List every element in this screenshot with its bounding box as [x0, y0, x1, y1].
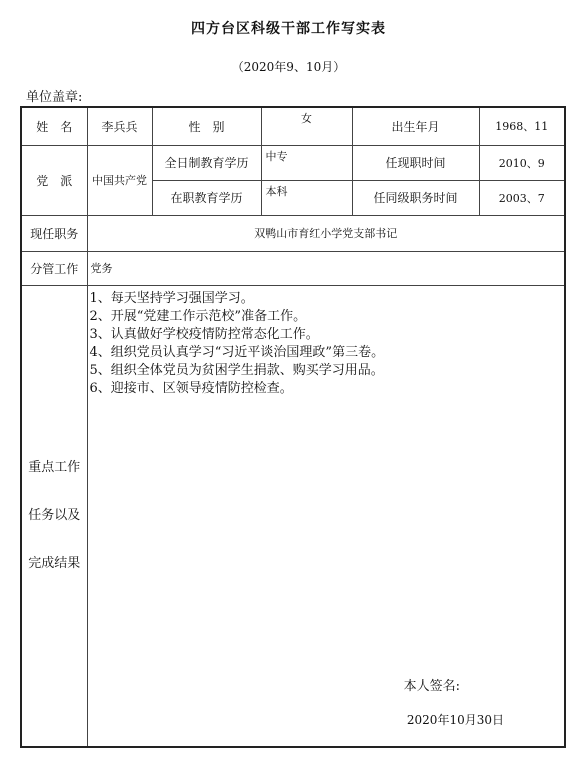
responsibility-label: 分管工作 — [21, 251, 87, 285]
inservice-edu-value: 本科 — [261, 180, 352, 215]
task-item: 1、每天坚持学习强国学习。 — [89, 290, 254, 306]
party-value: 中国共产党 — [87, 145, 152, 215]
birth-label: 出生年月 — [352, 107, 479, 145]
unit-stamp-label: 单位盖章: — [26, 90, 83, 105]
key-tasks-label — [21, 285, 87, 747]
current-position-value: 双鸭山市育红小学党支部书记 — [87, 215, 565, 251]
signature-label: 本人签名: — [403, 679, 460, 694]
party-label: 党 派 — [21, 145, 87, 215]
task-list — [90, 290, 565, 398]
sign-date: 2020年10月30日 — [406, 713, 504, 727]
cadre-work-form — [20, 106, 566, 748]
responsibility-value: 党务 — [87, 251, 565, 285]
fulltime-edu-value: 中专 — [261, 145, 352, 180]
task-item: 4、组织党员认真学习“习近平谈治国理政”第三卷。 — [89, 344, 385, 360]
task-item: 3、认真做好学校疫情防控常态化工作。 — [89, 326, 319, 342]
period: （2020年9、10月） — [231, 60, 346, 74]
current-position-label: 现任职务 — [21, 215, 87, 251]
birth-value: 1968、11 — [479, 107, 565, 145]
inservice-edu-label: 在职教育学历 — [152, 180, 261, 215]
page-title: 四方台区科级干部工作写实表 — [191, 21, 386, 37]
current-post-time-label: 任现职时间 — [352, 145, 479, 180]
key-tasks-label-line: 完成结果 — [28, 555, 81, 571]
task-item: 6、迎接市、区领导疫情防控检查。 — [89, 380, 293, 396]
key-tasks-content — [87, 285, 565, 747]
name-value: 李兵兵 — [87, 107, 152, 145]
same-level-time-label: 任同级职务时间 — [352, 180, 479, 215]
key-tasks-label-line: 重点工作 — [28, 459, 81, 475]
same-level-time-value: 2003、7 — [479, 180, 565, 215]
task-item: 2、开展“党建工作示范校”准备工作。 — [89, 308, 307, 324]
gender-value: 女 — [261, 107, 352, 145]
fulltime-edu-label: 全日制教育学历 — [152, 145, 261, 180]
name-label: 姓 名 — [21, 107, 87, 145]
current-post-time-value: 2010、9 — [479, 145, 565, 180]
task-item: 5、组织全体党员为贫困学生捐款、购买学习用品。 — [89, 362, 384, 378]
gender-label: 性 别 — [152, 107, 261, 145]
key-tasks-label-line: 任务以及 — [28, 507, 81, 523]
